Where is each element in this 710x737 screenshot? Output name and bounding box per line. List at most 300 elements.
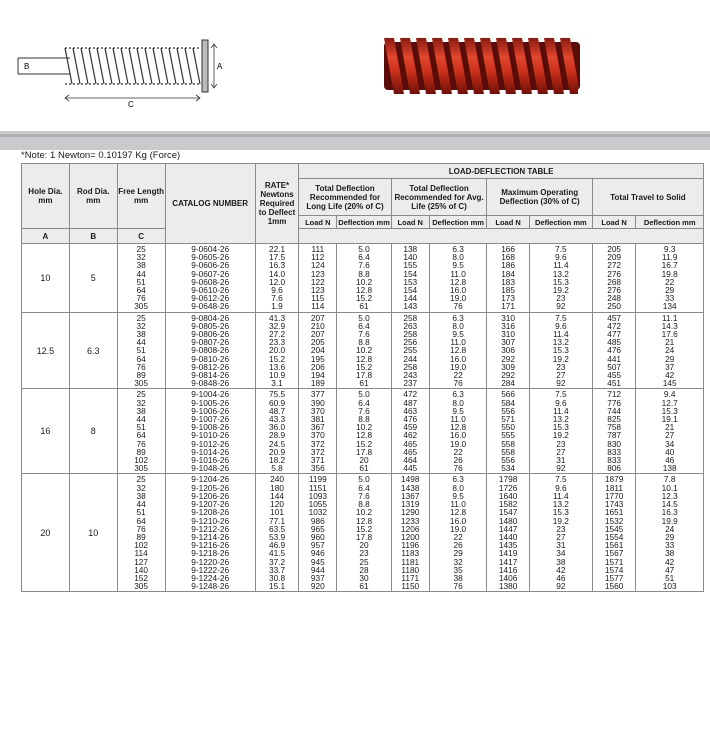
table-value: 38 — [136, 329, 146, 340]
table-value: 960 — [310, 531, 325, 542]
table-value: 33 — [665, 540, 675, 551]
table-value: 1183 — [401, 548, 420, 559]
table-value: 37.2 — [268, 556, 286, 567]
table-value: 244 — [403, 353, 418, 364]
load-travel-cell — [592, 312, 636, 389]
table-value: 712 — [607, 389, 622, 400]
hole-dia-cell: 10 — [22, 244, 70, 313]
table-value: 534 — [501, 463, 516, 474]
rate-cell — [255, 244, 299, 313]
table-value: 372 — [310, 446, 325, 457]
table-value: 571 — [501, 414, 516, 425]
table-value: 15.3 — [661, 405, 678, 416]
free-length-cell — [117, 389, 165, 474]
table-value: 1651 — [604, 507, 624, 518]
table-value: 11.4 — [553, 405, 569, 416]
table-value: 12.8 — [355, 285, 373, 296]
table-value: 138 — [403, 244, 418, 254]
table-value: 12.8 — [355, 353, 373, 364]
table-value: 284 — [501, 378, 516, 389]
table-value: 27 — [665, 430, 675, 441]
deflection-header: Deflection mm — [636, 216, 704, 229]
table-value: 307 — [501, 337, 516, 348]
table-value: 305 — [134, 463, 149, 474]
table-value: 47 — [665, 564, 675, 575]
catalog-number-header: CATALOG NUMBER — [165, 164, 255, 244]
table-value: 9.5 — [452, 405, 464, 416]
table-value: 7.6 — [358, 490, 370, 501]
table-value: 140 — [403, 252, 418, 263]
table-value: 248 — [607, 293, 622, 304]
load-20-cell — [299, 474, 337, 592]
table-value: 1498 — [401, 474, 420, 485]
table-value: 1447 — [498, 523, 518, 534]
load-20-cell — [299, 244, 337, 313]
table-value: 462 — [403, 430, 418, 441]
table-value: 18.2 — [268, 455, 286, 466]
deflection-25-cell — [429, 244, 487, 313]
table-value: 61 — [359, 463, 369, 474]
table-value: 1554 — [604, 531, 624, 542]
table-value: 10.1 — [661, 482, 678, 493]
deflection-header: Deflection mm — [529, 216, 592, 229]
table-value: 465 — [403, 446, 418, 457]
table-value: 15.2 — [268, 353, 286, 364]
table-value: 1879 — [604, 474, 624, 485]
table-value: 33.7 — [268, 564, 286, 575]
table-value: 9-1204-26 — [191, 474, 230, 485]
rod-dia-cell: 6.3 — [69, 312, 117, 389]
table-value: 9-0807-26 — [191, 337, 230, 348]
table-value: 42 — [556, 564, 566, 575]
rate-cell — [255, 389, 299, 474]
table-value: 9-1212-26 — [191, 523, 230, 534]
table-value: 8.0 — [452, 252, 464, 263]
table-value: 1290 — [401, 507, 420, 518]
table-value: 377 — [310, 389, 325, 400]
table-value: 166 — [501, 244, 516, 254]
table-value: 5.0 — [358, 474, 370, 485]
table-value: 459 — [403, 422, 418, 433]
table-value: 21 — [665, 337, 675, 348]
table-value: 356 — [310, 463, 325, 474]
table-row — [22, 312, 704, 389]
table-value: 31 — [556, 455, 566, 466]
table-value: 15.2 — [355, 438, 373, 449]
table-value: 89 — [136, 446, 146, 457]
table-value: 9-1248-26 — [191, 581, 230, 592]
table-value: 32.9 — [268, 320, 286, 331]
free-length-cell — [117, 312, 165, 389]
table-value: 22.1 — [268, 244, 286, 254]
table-value: 32 — [453, 556, 463, 567]
table-value: 32 — [136, 482, 146, 493]
deflection-25-cell — [429, 389, 487, 474]
table-value: 1545 — [604, 523, 624, 534]
table-value: 6.4 — [358, 482, 370, 493]
table-value: 305 — [134, 378, 149, 389]
table-value: 22 — [453, 370, 463, 381]
table-value: 1319 — [401, 499, 420, 510]
table-value: 9-1214-26 — [191, 531, 230, 542]
table-value: 15.3 — [552, 507, 569, 518]
table-value: 11.0 — [450, 499, 466, 510]
free-length-cell — [117, 244, 165, 313]
table-value: 1574 — [604, 564, 624, 575]
table-value: 9-1208-26 — [191, 507, 230, 518]
table-value: 12.7 — [661, 397, 678, 408]
table-value: 61 — [359, 581, 369, 592]
table-value: 9.6 — [271, 285, 283, 296]
table-value: 171 — [501, 301, 516, 312]
hole-dia-cell: 20 — [22, 474, 70, 592]
table-value: 61 — [359, 301, 369, 312]
table-value: 32 — [136, 320, 146, 331]
table-value: 1032 — [308, 507, 328, 518]
table-value: 14.0 — [268, 268, 286, 279]
table-value: 372 — [310, 438, 325, 449]
table-value: 1582 — [498, 499, 518, 510]
avg-life-header: Total Deflection Recommended for Avg. Life (25% of C) — [391, 179, 487, 216]
table-value: 8.0 — [452, 397, 464, 408]
table-value: 12.8 — [450, 422, 467, 433]
table-value: 10.2 — [355, 422, 373, 433]
load-travel-cell — [592, 389, 636, 474]
table-value: 16.0 — [450, 515, 467, 526]
table-value: 144 — [403, 293, 418, 304]
table-value: 14.5 — [661, 499, 678, 510]
table-value: 1560 — [604, 581, 624, 592]
table-value: 24 — [665, 523, 675, 534]
table-value: 13.2 — [552, 337, 569, 348]
table-value: 24.5 — [268, 438, 286, 449]
deflection-travel-cell — [636, 474, 704, 592]
table-value: 1367 — [401, 490, 420, 501]
table-value: 29 — [665, 531, 675, 542]
table-value: 15.2 — [355, 361, 373, 372]
table-value: 370 — [310, 405, 325, 416]
table-value: 6.3 — [452, 244, 464, 254]
catalog-number-cell — [165, 389, 255, 474]
load-n-header: Load N — [299, 216, 337, 229]
table-value: 258 — [403, 361, 418, 372]
table-value: 1811 — [605, 482, 624, 493]
table-value: 36.0 — [268, 422, 286, 433]
table-value: 140 — [134, 564, 149, 575]
table-value: 25 — [136, 389, 146, 400]
table-value: 43.3 — [268, 414, 286, 425]
table-value: 33 — [665, 293, 675, 304]
table-value: 5.0 — [358, 244, 370, 254]
table-value: 1417 — [498, 556, 518, 567]
table-value: 122 — [310, 276, 325, 287]
table-value: 806 — [607, 463, 622, 474]
table-value: 451 — [607, 378, 622, 389]
red-die-spring-photo — [378, 30, 586, 102]
table-value: 11.0 — [450, 414, 466, 425]
table-value: 309 — [501, 361, 516, 372]
table-value: 268 — [607, 276, 622, 287]
table-value: 20 — [359, 540, 369, 551]
table-value: 22 — [453, 446, 463, 457]
table-value: 154 — [403, 268, 418, 279]
table-value: 9-0806-26 — [191, 329, 230, 340]
table-value: 19.2 — [552, 515, 569, 526]
table-value: 38 — [136, 260, 146, 271]
table-value: 833 — [607, 446, 622, 457]
table-value: 206 — [310, 361, 325, 372]
table-value: 292 — [501, 370, 516, 381]
table-value: 306 — [501, 345, 516, 356]
table-value: 102 — [134, 540, 149, 551]
section-divider-line — [0, 134, 710, 137]
table-value: 9-0604-26 — [191, 244, 230, 254]
table-value: 11.4 — [553, 490, 569, 501]
table-value: 5.0 — [358, 389, 370, 400]
table-value: 1200 — [401, 531, 420, 542]
table-value: 258 — [403, 329, 418, 340]
table-value: 9-1012-26 — [191, 438, 230, 449]
table-value: 463 — [403, 405, 418, 416]
table-value: 46 — [556, 572, 566, 583]
table-value: 1206 — [401, 523, 420, 534]
table-value: 195 — [310, 353, 325, 364]
table-value: 1532 — [604, 515, 624, 526]
table-value: 441 — [607, 353, 622, 364]
load-30-cell — [487, 389, 529, 474]
table-value: 16.7 — [661, 260, 678, 271]
table-value: 89 — [136, 370, 146, 381]
table-value: 1380 — [498, 581, 518, 592]
table-value: 51 — [665, 572, 675, 583]
table-value: 390 — [310, 397, 325, 408]
table-value: 986 — [310, 515, 325, 526]
table-value: 9-0808-26 — [191, 345, 230, 356]
table-value: 48.7 — [268, 405, 286, 416]
table-value: 11.4 — [553, 329, 569, 340]
table-value: 102 — [134, 455, 149, 466]
table-value: 15.2 — [355, 523, 373, 534]
load-travel-cell — [592, 244, 636, 313]
table-value: 965 — [310, 523, 325, 534]
total-travel-header: Total Travel to Solid — [592, 179, 703, 216]
table-value: 8.8 — [358, 414, 370, 425]
table-value: 112 — [311, 252, 325, 263]
col-a-label: A — [22, 229, 70, 244]
table-value: 920 — [310, 581, 325, 592]
table-value: 550 — [501, 422, 516, 433]
table-value: 38 — [665, 548, 675, 559]
deflection-30-cell — [529, 474, 592, 592]
table-value: 9-1048-26 — [191, 463, 230, 474]
table-value: 145 — [662, 378, 677, 389]
table-value: 44 — [136, 414, 146, 425]
rate-cell — [255, 474, 299, 592]
table-value: 23 — [556, 361, 566, 372]
table-value: 120 — [270, 499, 284, 510]
table-value: 9-1224-26 — [191, 572, 230, 583]
table-value: 41.5 — [268, 548, 286, 559]
table-value: 46.9 — [268, 540, 286, 551]
table-value: 92 — [556, 581, 566, 592]
table-value: 12.8 — [355, 515, 373, 526]
table-value: 76 — [453, 301, 463, 312]
table-value: 92 — [556, 378, 566, 389]
table-value: 30.8 — [268, 572, 286, 583]
table-value: 12.8 — [450, 507, 467, 518]
table-value: 316 — [501, 320, 516, 331]
table-value: 38 — [556, 556, 566, 567]
table-value: 371 — [310, 455, 325, 466]
table-value: 44 — [136, 268, 146, 279]
rod-dia-cell: 10 — [69, 474, 117, 592]
table-value: 205 — [607, 244, 622, 254]
table-value: 13.6 — [268, 361, 286, 372]
deflection-travel-cell — [636, 244, 704, 313]
table-value: 464 — [403, 455, 418, 466]
table-value: 152 — [134, 572, 149, 583]
deflection-20-cell — [337, 312, 391, 389]
table-value: 11.0 — [450, 337, 466, 348]
table-value: 32 — [136, 397, 146, 408]
table-row — [22, 474, 704, 592]
table-value: 5.8 — [271, 463, 283, 474]
table-value: 22 — [453, 531, 463, 542]
table-value: 26 — [453, 455, 463, 466]
table-value: 9-1007-26 — [191, 414, 230, 425]
spring-dimension-diagram — [10, 38, 235, 108]
table-value: 476 — [607, 345, 622, 356]
table-value: 183 — [501, 276, 516, 287]
table-value: 25 — [136, 312, 146, 323]
table-value: 76 — [136, 361, 146, 372]
table-value: 51 — [136, 507, 146, 518]
deflection-20-cell — [337, 389, 391, 474]
table-value: 10.2 — [355, 276, 373, 287]
load-25-cell — [391, 244, 429, 313]
table-value: 101 — [270, 507, 284, 518]
table-value: 272 — [607, 260, 622, 271]
deflection-30-cell — [529, 244, 592, 313]
table-value: 51 — [136, 276, 146, 287]
table-value: 367 — [310, 422, 325, 433]
table-value: 42 — [665, 370, 675, 381]
table-value: 210 — [310, 320, 325, 331]
table-value: 558 — [501, 446, 516, 457]
load-20-cell — [299, 312, 337, 389]
load-30-cell — [487, 312, 529, 389]
rate-cell — [255, 312, 299, 389]
table-value: 1561 — [604, 540, 624, 551]
catalog-number-cell — [165, 312, 255, 389]
table-value: 103 — [662, 581, 677, 592]
table-value: 9-0648-26 — [191, 301, 230, 312]
table-value: 60.9 — [268, 397, 286, 408]
load-30-cell — [487, 474, 529, 592]
table-value: 16.0 — [450, 353, 467, 364]
table-value: 19.2 — [552, 285, 569, 296]
label-c: C — [128, 100, 134, 108]
table-value: 23 — [556, 438, 566, 449]
table-value: 9.6 — [555, 397, 567, 408]
table-value: 776 — [607, 397, 622, 408]
table-value: 205 — [310, 337, 325, 348]
table-value: 124 — [310, 260, 325, 271]
table-value: 833 — [607, 455, 622, 466]
load-25-cell — [391, 312, 429, 389]
table-value: 38 — [453, 572, 463, 583]
load-25-cell — [391, 474, 429, 592]
table-value: 937 — [310, 572, 325, 583]
col-c-label: C — [117, 229, 165, 244]
table-value: 63.5 — [268, 523, 286, 534]
table-value: 64 — [136, 285, 146, 296]
table-value: 1199 — [308, 474, 327, 485]
table-value: 9-1210-26 — [191, 515, 230, 526]
table-value: 7.6 — [358, 405, 370, 416]
table-row — [22, 244, 704, 313]
table-value: 123 — [310, 268, 325, 279]
long-life-header: Total Deflection Recommended for Long Life (20% of C) — [299, 179, 391, 216]
table-value: 8.8 — [358, 268, 370, 279]
table-value: 455 — [607, 370, 622, 381]
table-value: 305 — [134, 581, 149, 592]
table-value: 305 — [134, 301, 149, 312]
table-value: 6.3 — [452, 312, 464, 323]
rod-dia-header: Rod Dia. mm — [69, 164, 117, 229]
table-value: 37 — [665, 361, 675, 372]
table-value: 1440 — [498, 531, 518, 542]
table-value: 76 — [453, 463, 463, 474]
table-value: 243 — [403, 370, 418, 381]
table-value: 310 — [501, 312, 516, 323]
table-value: 75.5 — [268, 389, 286, 400]
table-value: 445 — [403, 463, 418, 474]
table-value: 237 — [403, 378, 418, 389]
table-value: 744 — [607, 405, 622, 416]
load-n-header: Load N — [487, 216, 529, 229]
table-value: 9.6 — [555, 320, 567, 331]
table-value: 17.5 — [268, 252, 286, 263]
table-value: 1.9 — [271, 301, 283, 312]
table-value: 1180 — [401, 564, 420, 575]
table-value: 154 — [403, 285, 418, 296]
table-value: 15.2 — [355, 293, 373, 304]
table-value: 472 — [403, 389, 418, 400]
table-value: 26 — [453, 540, 463, 551]
table-value: 1571 — [604, 556, 624, 567]
table-value: 114 — [311, 301, 325, 312]
table-value: 9-1216-26 — [191, 540, 230, 551]
table-value: 28 — [359, 564, 369, 575]
table-value: 64 — [136, 515, 146, 526]
table-value: 787 — [607, 430, 622, 441]
table-value: 9.5 — [452, 260, 464, 271]
table-value: 9-1218-26 — [191, 548, 230, 559]
table-value: 9-1014-26 — [191, 446, 230, 457]
table-value: 19.8 — [661, 268, 678, 279]
table-value: 76 — [453, 581, 463, 592]
table-value: 9-1222-26 — [191, 564, 230, 575]
table-value: 29 — [665, 353, 675, 364]
table-value: 30 — [359, 572, 369, 583]
table-value: 22 — [665, 276, 675, 287]
table-value: 457 — [607, 312, 622, 323]
table-value: 15.1 — [268, 581, 286, 592]
table-value: 1419 — [498, 548, 518, 559]
col-b-label: B — [69, 229, 117, 244]
table-value: 15.3 — [552, 276, 569, 287]
